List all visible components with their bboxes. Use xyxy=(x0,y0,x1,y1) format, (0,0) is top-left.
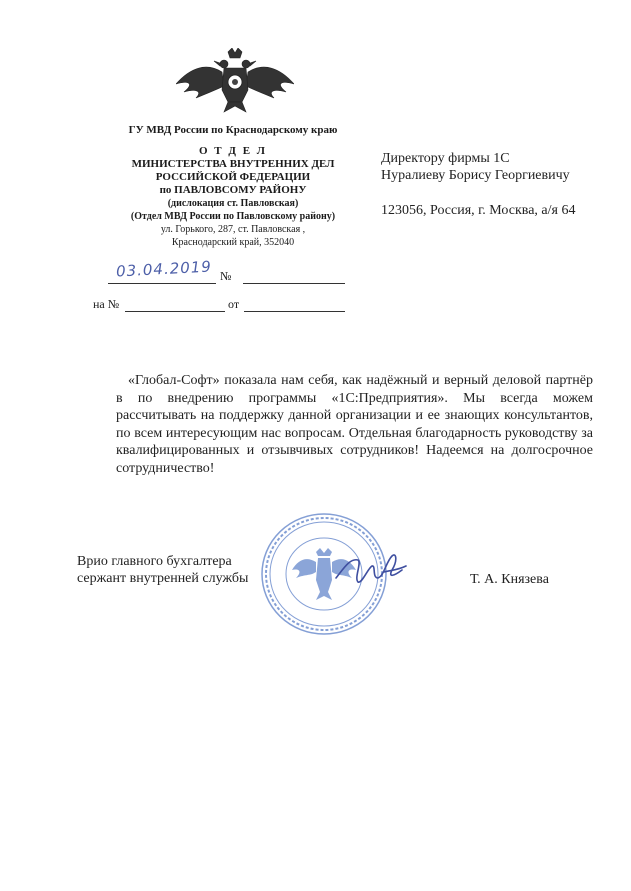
reply-to-label: на № xyxy=(93,297,120,311)
reply-date-underline xyxy=(244,311,345,312)
sender-agency: ГУ МВД России по Краснодарскому краю xyxy=(128,124,338,136)
sender-short-name: (Отдел МВД России по Павловскому району) xyxy=(130,211,336,222)
recipient-block xyxy=(381,150,575,219)
number-sign: № xyxy=(220,269,232,283)
sender-district: по ПАВЛОВСОМУ РАЙОНУ xyxy=(159,184,307,196)
sender-department-title: О Т Д Е Л xyxy=(199,145,267,157)
recipient-position: Директору фирмы 1С xyxy=(381,151,510,166)
reply-reference-line xyxy=(93,297,348,315)
signer-position xyxy=(77,553,248,587)
signer-position-line1: Врио главного бухгалтера xyxy=(77,554,232,569)
outgoing-date-number-line xyxy=(108,257,348,285)
reply-number-underline xyxy=(125,311,225,312)
sender-block xyxy=(96,124,370,249)
sender-ministry: МИНИСТЕРСТВА ВНУТРЕННИХ ДЕЛ xyxy=(131,158,335,170)
double-headed-eagle-emblem-icon xyxy=(176,48,294,114)
signer-name: Т. А. Князева xyxy=(470,572,549,587)
sender-location: (дислокация ст. Павловская) xyxy=(167,198,299,209)
sender-street: ул. Горького, 287, ст. Павловская , xyxy=(160,224,306,235)
sender-federation: РОССИЙСКОЙ ФЕДЕРАЦИИ xyxy=(155,171,311,183)
date-underline xyxy=(108,283,216,284)
handwritten-signature-icon xyxy=(332,548,412,594)
recipient-name: Нуралиеву Борису Георгиевичу xyxy=(381,168,570,183)
letter-body: «Глобал-Софт» показала нам себя, как надёжный и верный деловой партнёр в по внедрению программы «1С:Предприятия». Мы всегда можем рассчитывать на поддержку данной организации и ее знающих консультантов, по всем интересующим нас вопросам. Отдельная благодарность руководству за квалифицированных и отзывчивых сотрудников! Надеемся на долгосрочное сотрудничество! xyxy=(116,373,593,476)
handwritten-date: 03.04.2019 xyxy=(115,257,213,281)
number-underline xyxy=(243,283,345,284)
sender-region: Краснодарский край, 352040 xyxy=(171,237,295,248)
recipient-address: 123056, Россия, г. Москва, а/я 64 xyxy=(381,203,576,218)
from-label: от xyxy=(228,297,240,311)
signer-position-line2: сержант внутренней службы xyxy=(77,571,249,586)
